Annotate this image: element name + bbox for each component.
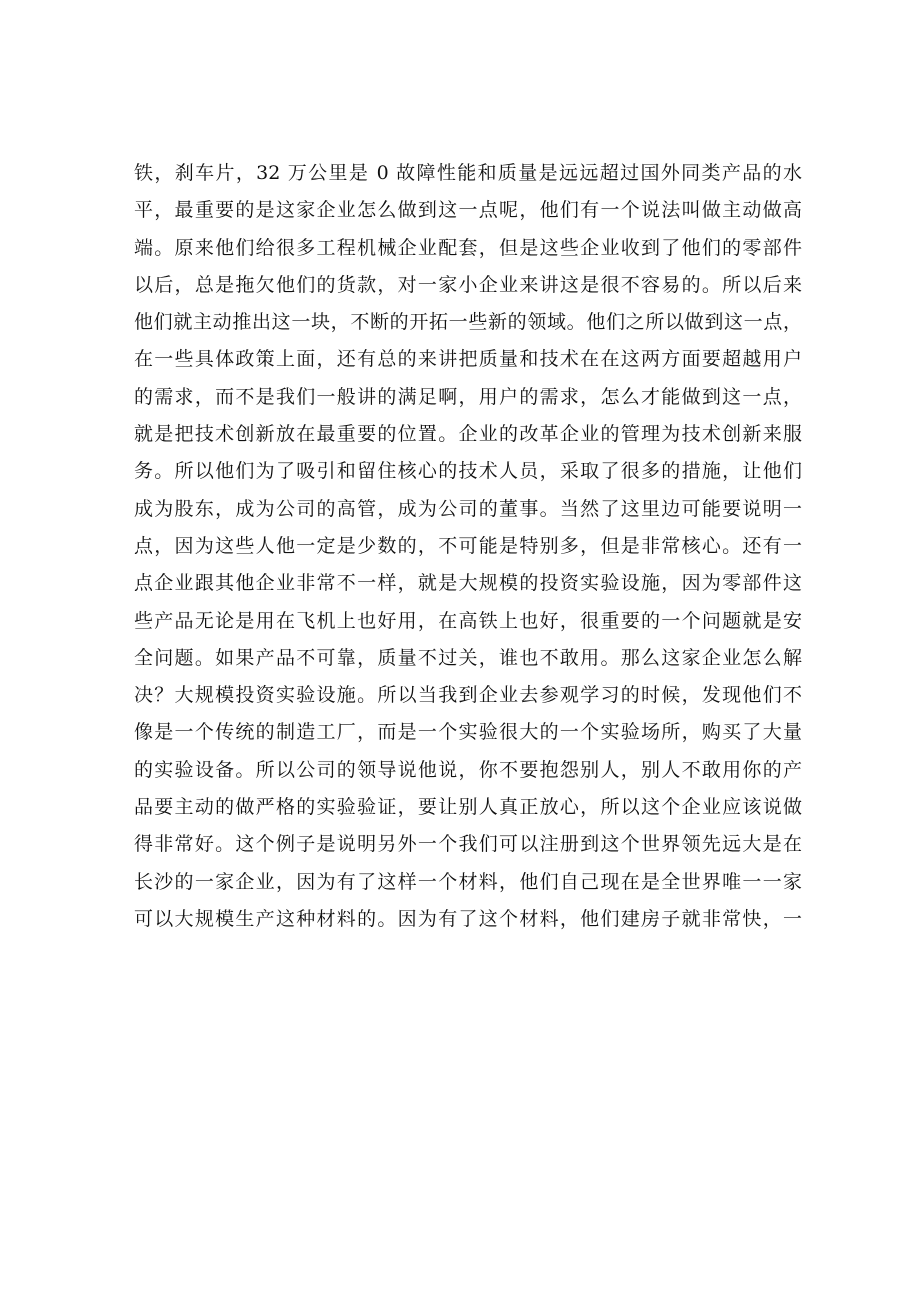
text-line: 些产品无论是用在飞机上也好用，在高铁上也好，很重要的一个问题就是安: [134, 609, 802, 632]
text-line: 以后，总是拖欠他们的货款，对一家小企业来讲这是很不容易的。所以后来: [134, 273, 802, 296]
text-line: 在一些具体政策上面，还有总的来讲把质量和技术在在这两方面要超越用户: [134, 348, 802, 371]
text-line: 就是把技术创新放在最重要的位置。企业的改革企业的管理为技术创新来服: [134, 423, 802, 446]
text-line: 的实验设备。所以公司的领导说他说，你不要抱怨别人，别人不敢用你的产: [134, 758, 802, 781]
text-line: 他们就主动推出这一块，不断的开拓一些新的领域。他们之所以做到这一点，: [134, 311, 802, 334]
text-line: 的需求，而不是我们一般讲的满足啊，用户的需求，怎么才能做到这一点，: [134, 385, 802, 408]
body-text: [134, 155, 802, 938]
text-line: 铁，刹车片，32 万公里是 0 故障性能和质量是远远超过国外同类产品的水: [134, 162, 802, 184]
text-line: 得非常好。这个例子是说明另外一个我们可以注册到这个世界领先远大是在: [134, 833, 802, 856]
text-line: 长沙的一家企业，因为有了这样一个材料，他们自己现在是全世界唯一一家: [134, 870, 802, 893]
text-line: 平，最重要的是这家企业怎么做到这一点呢，他们有一个说法叫做主动做高: [134, 199, 802, 222]
text-line: 可以大规模生产这种材料的。因为有了这个材料，他们建房子就非常快，一: [134, 907, 802, 930]
text-line: 全问题。如果产品不可靠，质量不过关，谁也不敢用。那么这家企业怎么解: [134, 646, 802, 669]
text-line: 像是一个传统的制造工厂，而是一个实验很大的一个实验场所，购买了大量: [134, 721, 802, 744]
text-line: 务。所以他们为了吸引和留住核心的技术人员，采取了很多的措施，让他们: [134, 460, 802, 483]
text-line: 点，因为这些人他一定是少数的，不可能是特别多，但是非常核心。还有一: [134, 534, 802, 557]
text-line: 成为股东，成为公司的高管，成为公司的董事。当然了这里边可能要说明一: [134, 497, 802, 520]
text-line: 点企业跟其他企业非常不一样，就是大规模的投资实验设施，因为零部件这: [134, 572, 802, 595]
text-line: 端。原来他们给很多工程机械企业配套，但是这些企业收到了他们的零部件: [134, 236, 802, 259]
text-line: 决？大规模投资实验设施。所以当我到企业去参观学习的时候，发现他们不: [134, 684, 802, 707]
text-line: 品要主动的做严格的实验验证，要让别人真正放心，所以这个企业应该说做: [134, 796, 802, 819]
